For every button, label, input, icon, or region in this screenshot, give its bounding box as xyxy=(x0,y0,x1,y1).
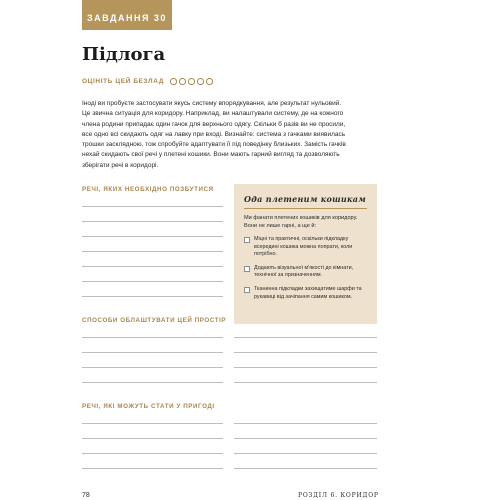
ode-item-1-checkbox[interactable] xyxy=(244,237,250,243)
chapter-footer: РОЗДІЛ 6. КОРИДОР xyxy=(298,492,379,499)
ode-item-line: Міцні та практичні, оскільки підкладку xyxy=(254,236,349,242)
intro-line: зберігати речі в коридорі. xyxy=(82,161,159,169)
rating-circle-2[interactable] xyxy=(179,78,186,85)
ode-item-line: Тканинна підкладки захищатиме шарфи та xyxy=(254,285,362,292)
rating-circle-1[interactable] xyxy=(170,78,177,85)
ode-item-line: всередині кошика можна попрати, коли xyxy=(254,243,353,250)
discard-write-line[interactable] xyxy=(82,221,223,222)
rating-label: ОЦІНІТЬ ЦЕЙ БЕЗЛАД xyxy=(82,78,164,85)
task-number-label: ЗАВДАННЯ 30 xyxy=(87,13,167,23)
methods-write-line[interactable] xyxy=(82,367,223,368)
methods-write-line[interactable] xyxy=(234,367,377,368)
useful-write-line[interactable] xyxy=(82,453,223,454)
intro-line: Це звична ситуація для коридору. Наприклад, ви налаштували систему, де на кожного xyxy=(82,110,344,118)
rating-circle-5[interactable] xyxy=(206,78,213,85)
useful-section-label: РЕЧІ, ЯКІ МОЖУТЬ СТАТИ У ПРИГОДІ xyxy=(82,403,215,410)
intro-line: нехай скидають свої речі у плетені кошики. Вони мають гарний вигляд та дозволяють xyxy=(82,151,340,159)
ode-divider xyxy=(244,208,367,209)
page-title: Підлога xyxy=(82,44,166,65)
rating-circle-3[interactable] xyxy=(188,78,195,85)
ode-item-line: рукавиці від зачіпання самим кошиком. xyxy=(254,293,353,300)
methods-write-line[interactable] xyxy=(82,382,223,383)
ode-intro xyxy=(244,214,367,230)
page-number: 78 xyxy=(82,492,90,499)
ode-intro-line: Ми фанати плетених кошиків для коридору. xyxy=(244,215,358,221)
ode-item-3-checkbox[interactable] xyxy=(244,287,250,293)
ode-item-2-checkbox[interactable] xyxy=(244,266,250,272)
methods-write-line[interactable] xyxy=(82,337,223,338)
methods-section-label: СПОСОБИ ОБЛАШТУВАТИ ЦЕЙ ПРОСТІР xyxy=(82,317,227,324)
methods-write-line[interactable] xyxy=(234,352,377,353)
ode-item-line: Додають візуальної м'якості до кімнати, xyxy=(254,264,354,271)
discard-write-line[interactable] xyxy=(82,236,223,237)
methods-write-line[interactable] xyxy=(82,352,223,353)
discard-write-line[interactable] xyxy=(82,251,223,252)
methods-write-line[interactable] xyxy=(234,382,377,383)
wicker-basket-ode-box xyxy=(234,184,377,324)
ode-title: Ода плетеним кошикам xyxy=(244,194,367,204)
ode-item-1 xyxy=(244,236,367,259)
discard-write-line[interactable] xyxy=(82,296,223,297)
ode-item-line: технічної за призначенням. xyxy=(254,272,323,279)
intro-line: все одно всі скидають одяг на лавку при вході. Визнайте: система з гачками виявилась xyxy=(82,130,346,138)
methods-write-line[interactable] xyxy=(234,337,377,338)
intro-paragraph xyxy=(82,99,374,171)
intro-line: трошки засклядною, тож спробуйте адаптувати її під поведінку близьких. Замість гачків xyxy=(82,141,346,149)
useful-write-line[interactable] xyxy=(82,468,223,469)
ode-item-text xyxy=(254,265,353,280)
useful-write-line[interactable] xyxy=(234,423,377,424)
ode-item-text xyxy=(254,236,352,259)
ode-intro-line: Вони не лише гарні, а ще й: xyxy=(244,223,317,229)
useful-write-line[interactable] xyxy=(82,438,223,439)
ode-item-text xyxy=(254,286,362,301)
discard-write-line[interactable] xyxy=(82,281,223,282)
intro-line: Іноді ви пробуєте застосувати якусь систему впорядкування, але результат нульовий. xyxy=(82,100,342,107)
ode-item-2 xyxy=(244,265,367,280)
ode-item-line: потрібно. xyxy=(254,251,278,258)
ode-item-3 xyxy=(244,286,367,301)
mess-rating xyxy=(82,78,213,85)
task-number-banner xyxy=(82,0,172,30)
useful-write-line[interactable] xyxy=(234,438,377,439)
discard-write-line[interactable] xyxy=(82,266,223,267)
intro-line: члена родини припадає один гачок для верхнього одягу. Скільки б разів ви не просили, xyxy=(82,120,346,128)
rating-circle-4[interactable] xyxy=(197,78,204,85)
discard-write-line[interactable] xyxy=(82,206,223,207)
useful-write-line[interactable] xyxy=(234,453,377,454)
useful-write-line[interactable] xyxy=(234,468,377,469)
useful-write-line[interactable] xyxy=(82,423,223,424)
discard-section-label: РЕЧІ, ЯКИХ НЕОБХІДНО ПОЗБУТИСЯ xyxy=(82,186,214,193)
